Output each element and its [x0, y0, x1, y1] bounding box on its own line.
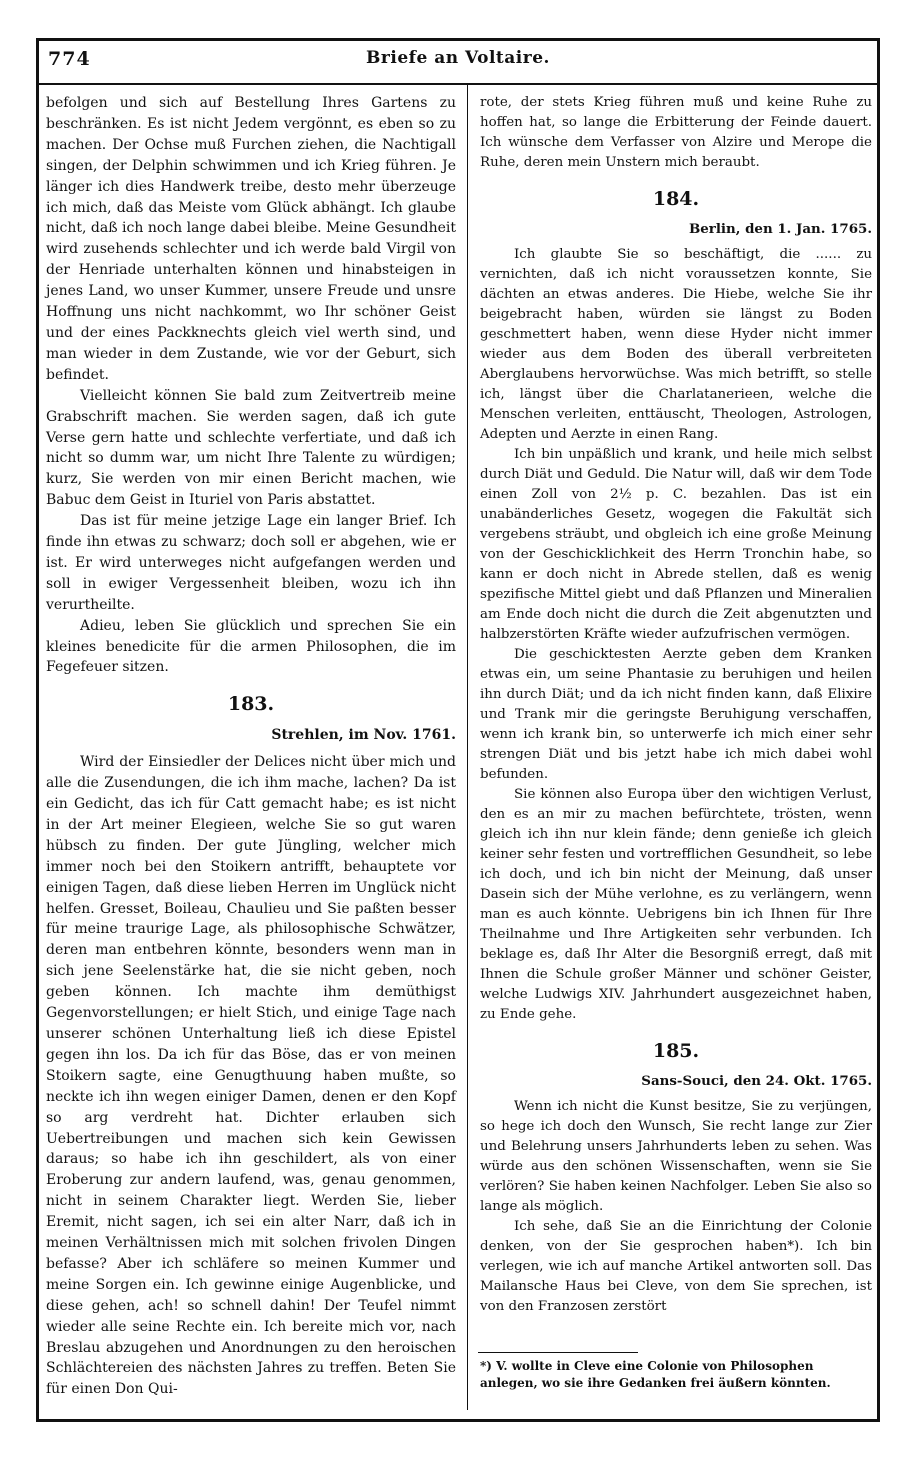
- letter-number: 185.: [652, 1040, 700, 1062]
- paragraph: Wird der Einsiedler der Delices nicht über mich und alle die Zusendungen, die ich ihm mache, lachen? Da ist ein Gedicht, das ich für Catt gemacht habe; es ist nicht in der Art meiner Elegieen, welche Sie so gut waren hübsch zu finden. Der gute Jüngling, welcher mich immer noch bei den Stoikern antrifft, behauptete vor einigen Tagen, daß diese lieben Herren im Unglück nicht helfen. Gresset, Boileau, Chaulieu und Sie paßten besser für meine traurige Lage, als philosophische Schwätzer, deren man entbehren könnte, besonders wenn man in sich jene Seelenstärke hat, die sie nicht geben, noch geben können. Ich machte ihm demüthigst Gegenvorstellungen; er hielt Stich, und einige Tage nach unserer schönen Unterhaltung ließ ich diese Epistel gegen ihn los. Da ich für das Böse, das er von meinen Stoikern sagte, eine Genugthuung haben mußte, so neckte ich ihn wegen einiger Damen, denen er den Kopf so arg verdreht hat. Dichter erlauben sich Uebertreibungen und machen sich kein Gewissen daraus; so habe ich ihn geschildert, als von einer Eroberung zur andern laufend, was, genau genommen, nicht in seinem Charakter liegt. Werden Sie, lieber Eremit, nicht sagen, ich sei ein alter Narr, daß ich in meinen Verhältnissen mich mit solchen frivolen Dingen befasse? Aber ich schläfere so meinen Kummer und meine Sorgen ein. Ich gewinne einige Augenblicke, und diese gehen, ach! so schnell dahin! Der Teufel nimmt wieder alle seine Rechte ein. Ich bereite mich vor, nach Breslau abzugehen und Anordnungen zu den heroischen Schlächtereien des nächsten Jahres zu treffen. Beten Sie für einen Don Qui-: [46, 754, 456, 1398]
- column-divider: [467, 85, 468, 1410]
- paragraph: befolgen und sich auf Bestellung Ihres Gartens zu beschränken. Es ist nicht Jedem vergönnt, es eben so zu machen. Der Ochse muß Furchen ziehen, die Nachtigall singen, der Delphin schwimmen und ich Krieg führen. Je länger ich dies Handwerk treibe, desto mehr überzeuge ich mich, daß das Meiste vom Glück abhängt. Ich glaube nicht, daß ich noch lange dabei bleibe. Meine Gesundheit wird zusehends schlechter und ich werde bald Virgil von der Henriade unterhalten können und hinabsteigen in jenes Land, wo unser Kummer, unsere Freude und unsre Hoffnung uns nicht nachkommt, wo Ihr schöner Geist und der eines Packknechts gleich viel werth sind, und man wieder in dem Zustande, wie vor der Geburt, sich befindet.: [46, 95, 456, 383]
- running-title: Briefe an Voltaire.: [366, 48, 550, 68]
- paragraph: rote, der stets Krieg führen muß und keine Ruhe zu hoffen hat, so lange die Erbitterung der Feinde dauert. Ich wünsche dem Verfasser von Alzire und Merope die Ruhe, deren mein Unstern mich beraubt.: [480, 95, 872, 170]
- paragraph: Adieu, leben Sie glücklich und sprechen Sie ein kleines benedicite für die armen Philosophen, die im Fegefeuer sitzen.: [46, 617, 456, 676]
- paragraph: Ich bin unpäßlich und krank, und heile mich selbst durch Diät und Geduld. Die Natur will, daß wir dem Tode einen Zoll von 2½ p. C. bezahlen. Das ist ein unabänderliches Gesetz, wogegen die Fakultät sich vergebens sträubt, und obgleich ich eine große Meinung von der Geschicklichkeit des Herrn Tronchin habe, so kann er doch nicht in Abrede stellen, daß es wenig spezifische Mittel giebt und daß Pflanzen und Mineralien am Ende doch nicht die durch die Zeit abgenutzten und halbzerstörten Kräfte wieder aufzufrischen vermögen.: [480, 447, 872, 642]
- letter-dateline: Strehlen, im Nov. 1761.: [271, 727, 456, 744]
- paragraph: Ich glaubte Sie so beschäftigt, die ...... zu vernichten, daß ich nicht voraussetzen konnte, Sie dächten an etwas anderes. Die Hiebe, welche Sie ihr beigebracht haben, würden sie längst zu Boden geschmettert haben, wenn diese Hyder nicht immer wieder aus dem Boden des überall verbreiteten Aberglaubens hervorwüchse. Was mich betrifft, so stelle ich, längst über die Charlatanerieen, welche die Menschen verleiten, enttäuscht, Theologen, Astrologen, Adepten und Aerzte in einen Rang.: [480, 247, 872, 442]
- footnote: *) V. wollte in Cleve eine Colonie von Philosophen anlegen, wo sie ihre Gedanken frei äußern könnten.: [480, 1359, 831, 1390]
- paragraph: Wenn ich nicht die Kunst besitze, Sie zu verjüngen, so hege ich doch den Wunsch, Sie recht lange zur Zier und Belehrung unsers Jahrhunderts leben zu sehen. Was würde aus den schönen Wissenschaften, wenn sie Sie verlören? Sie haben keinen Nachfolger. Leben Sie also so lange als möglich.: [480, 1099, 872, 1214]
- letter-dateline: Berlin, den 1. Jan. 1765.: [688, 221, 872, 237]
- footnote-rule: [478, 1352, 638, 1353]
- letter-number: 183.: [227, 693, 275, 716]
- paragraph: Das ist für meine jetzige Lage ein langer Brief. Ich finde ihn etwas zu schwarz; doch soll er abgehen, wie er ist. Er wird unterweges nicht aufgefangen werden und soll in ewiger Vergessenheit bleiben, wozu ich ihn verurtheilte.: [46, 513, 456, 613]
- paragraph: Sie können also Europa über den wichtigen Verlust, den es an mir zu machen befürchtete, trösten, wenn gleich ich ihn nur klein fände; denn genieße ich gleich keiner sehr festen und vortrefflichen Gesundheit, so lebe ich doch, und ich bin nicht der Meinung, daß unser Dasein sich der Mühe verlohne, es zu verlängern, wenn man es auch könnte. Uebrigens bin ich Ihnen für Ihre Theilnahme und Ihre Artigkeiten sehr verbunden. Ich beklage es, daß Ihr Alter die Besorgniß erregt, daß mit Ihnen die Schule großer Männer und schöner Geister, welche Ludwigs XIV. Jahrhundert ausgezeichnet haben, zu Ende gehe.: [480, 787, 872, 1022]
- paragraph: Ich sehe, daß Sie an die Einrichtung der Colonie denken, von der Sie gesprochen haben*). Ich bin verlegen, wie ich auf manche Artikel antworten soll. Das Mailansche Haus bei Cleve, von dem Sie sprechen, ist von den Franzosen zerstört: [480, 1219, 872, 1314]
- header-rule: [36, 83, 880, 85]
- paragraph: Die geschicktesten Aerzte geben dem Kranken etwas ein, um seine Phantasie zu beruhigen und heilen ihn durch Diät; und da ich nicht finden kann, daß Elixire und Trank mir die geringste Beruhigung verschaffen, wenn ich krank bin, so unterwerfe ich mich einer sehr strengen Diät und bis jetzt habe ich mich dabei wohl befunden.: [480, 647, 872, 782]
- left-column: [46, 93, 456, 1400]
- page-header: [36, 48, 880, 84]
- letter-number: 184.: [652, 188, 700, 210]
- right-column: [480, 93, 872, 1317]
- paragraph: Vielleicht können Sie bald zum Zeitvertreib meine Grabschrift machen. Sie werden sagen, daß ich gute Verse gern hatte und schlechte verfertiate, und daß ich nicht so dumm war, um nicht Ihre Talente zu würdigen; kurz, Sie werden von mir einen Bericht machen, wie Babuc dem Geist in Ituriel von Paris abstattet.: [46, 387, 456, 509]
- letter-dateline: Sans-Souci, den 24. Okt. 1765.: [641, 1073, 872, 1089]
- page-number: 774: [48, 48, 91, 70]
